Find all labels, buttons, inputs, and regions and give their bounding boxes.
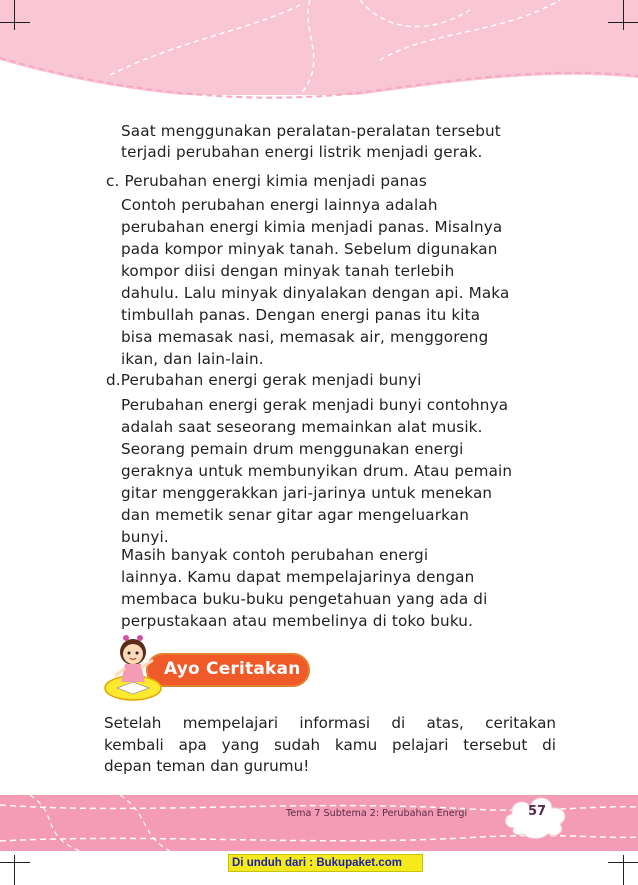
activity-instruction <box>104 713 556 778</box>
page-number: 57 <box>527 804 547 819</box>
crop-mark <box>623 0 624 30</box>
instruction-line: depan teman dan gurumu! <box>104 757 310 775</box>
crop-mark <box>608 22 638 23</box>
body-line: perpustakaan atau membelinya di toko buku. <box>121 612 474 630</box>
girl-reading-book-icon <box>103 630 173 702</box>
body-line: kompor diisi dengan minyak tanah terlebih <box>121 262 455 280</box>
instruction-line: kembali apa yang sudah kamu pelajari tersebut di <box>104 735 556 754</box>
instruction-line: Setelah mempelajari informasi di atas, ceritakan <box>104 714 556 732</box>
crop-mark <box>0 22 30 23</box>
crop-mark <box>0 862 30 863</box>
body-line: dan memetik senar gitar agar mengeluarkan <box>121 506 470 524</box>
body-line: adalah saat seseorang memainkan alat musik. <box>121 418 483 436</box>
body-line: perubahan energi kimia menjadi panas. Misalnya <box>121 218 503 236</box>
body-line: Masih banyak contoh perubahan energi <box>121 546 429 564</box>
body-line: pada kompor minyak tanah. Sebelum digunakan <box>121 240 498 258</box>
source-banner-text: Di unduh dari : Bukupaket.com <box>232 857 402 869</box>
crop-mark <box>14 855 15 885</box>
body-line: Seorang pemain drum menggunakan energi <box>121 440 464 458</box>
body-line: timbullah panas. Dengan energi panas itu kita <box>121 306 481 324</box>
body-line: dahulu. Lalu minyak dinyalakan dengan api. Maka <box>121 284 510 302</box>
header-wave-decoration <box>0 0 638 110</box>
body-line: Perubahan energi gerak menjadi bunyi contohnya <box>121 396 509 414</box>
footer-theme-text: Tema 7 Subtema 2: Perubahan Energi <box>286 808 468 819</box>
crop-mark <box>14 0 15 30</box>
body-line: gitar menggerakkan jari-jarinya untuk menekan <box>121 484 493 502</box>
body-line: terjadi perubahan energi listrik menjadi gerak. <box>121 143 483 161</box>
body-line: bunyi. <box>121 528 169 546</box>
body-line: Saat menggunakan peralatan-peralatan tersebut <box>121 122 501 140</box>
body-line: geraknya untuk membunyikan drum. Atau pemain <box>121 462 513 480</box>
section-heading-c: c. Perubahan energi kimia menjadi panas <box>106 172 427 190</box>
crop-mark <box>623 855 624 885</box>
section-heading-d: d.Perubahan energi gerak menjadi bunyi <box>106 371 422 389</box>
body-line: lainnya. Kamu dapat mempelajarinya dengan <box>121 568 475 586</box>
crop-mark <box>608 862 638 863</box>
body-line: ikan, dan lain-lain. <box>121 350 264 368</box>
body-line: membaca buku-buku pengetahuan yang ada di <box>121 590 488 608</box>
activity-label: Ayo Ceritakan <box>164 659 301 679</box>
body-line: bisa memasak nasi, memasak air, menggoreng <box>121 328 489 346</box>
body-line: Contoh perubahan energi lainnya adalah <box>121 196 438 214</box>
